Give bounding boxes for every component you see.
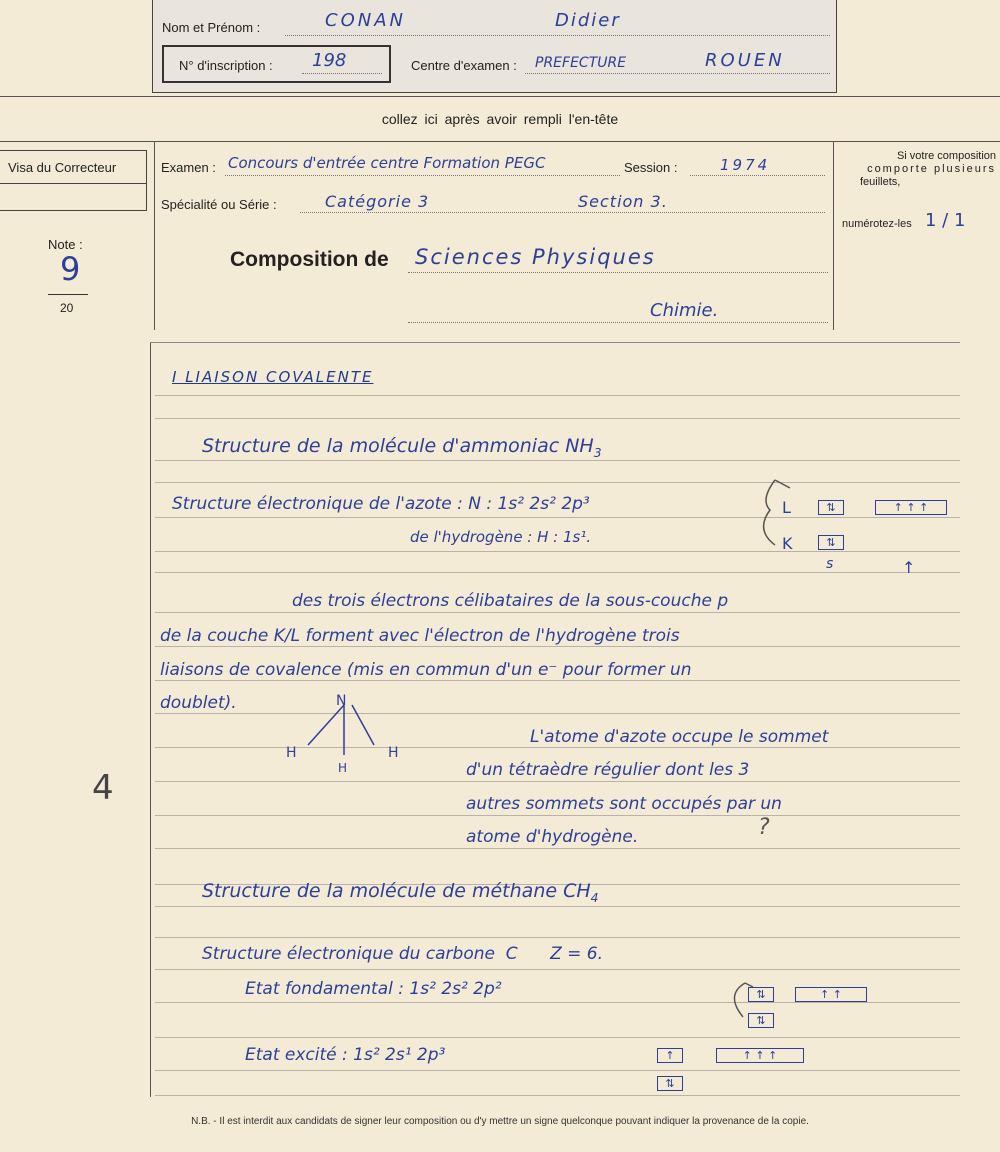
- examen-line: [225, 175, 620, 176]
- nom-value: CONAN: [325, 10, 406, 31]
- para1-line1: des trois électrons célibataires de la sous-couche p: [292, 591, 729, 611]
- ruled-line: [155, 612, 960, 613]
- composition-value-2: Chimie.: [650, 300, 719, 321]
- composition-value-1: Sciences Physiques: [415, 245, 656, 269]
- exam-left-border: [154, 141, 155, 330]
- specialite-line: [300, 212, 825, 213]
- struct-azote: Structure électronique de l'azote : N : 1s² 2s² 2p³: [172, 494, 590, 514]
- session-line: [690, 175, 825, 176]
- composition-line: [408, 272, 828, 273]
- molecule-H-right: H: [388, 745, 399, 761]
- visa-label: Visa du Correcteur: [8, 160, 117, 175]
- para1-line4: doublet).: [160, 693, 237, 713]
- molecule-H-left: H: [286, 745, 297, 761]
- shell-L-label: L: [782, 498, 791, 517]
- ruled-line: [155, 482, 960, 483]
- composition-line-2: [408, 322, 828, 323]
- section-value: Section 3.: [578, 192, 668, 211]
- nh3-heading: Structure de la molécule d'ammoniac $NH_3$: [202, 435, 602, 460]
- numerotez-value: 1 / 1: [925, 210, 966, 231]
- nom-line: [285, 35, 830, 36]
- side-note-line3: feuillets,: [860, 176, 901, 188]
- ruled-line: [155, 937, 960, 938]
- ruled-line: [155, 1037, 960, 1038]
- para1-line2: de la couche K/L forment avec l'électron de l'hydrogène trois: [160, 626, 680, 646]
- ruled-line: [155, 1002, 960, 1003]
- orbital-excite-2s: ↑: [657, 1048, 683, 1063]
- orbital-C-2p: ↑ ↑: [795, 987, 867, 1002]
- molecule-N: N: [336, 693, 347, 709]
- specialite-label: Spécialité ou Série :: [161, 197, 277, 212]
- orbital-excite-2p: ↑ ↑ ↑: [716, 1048, 804, 1063]
- margin-mark: 4: [92, 768, 114, 808]
- orbital-excite-1s: ⇅: [657, 1076, 683, 1091]
- side-note-line1: Si votre composition: [896, 150, 996, 162]
- ruled-line: [155, 1070, 960, 1071]
- composition-top-line: [150, 342, 960, 343]
- ruled-line: [155, 848, 960, 849]
- note-value: 9: [60, 250, 81, 288]
- session-value: 1974: [720, 156, 771, 174]
- ruled-line: [155, 1095, 960, 1096]
- shell-K-label: K: [782, 534, 793, 553]
- etat-fondamental: Etat fondamental : 1s² 2s² 2p²: [245, 979, 502, 999]
- para2-line4: atome d'hydrogène.: [466, 827, 639, 847]
- exam-right-border: [833, 141, 834, 330]
- orbital-C-2s: ⇅: [748, 987, 774, 1002]
- side-note-line2: comporte plusieurs: [867, 163, 996, 175]
- ruled-line: [155, 815, 960, 816]
- composition-margin-line: [150, 342, 151, 1097]
- orbital-arrow-mark: ↑: [902, 558, 916, 577]
- note-label: Note :: [48, 237, 83, 252]
- top-rule: [0, 96, 1000, 97]
- para2-line2: d'un tétraèdre régulier dont les 3: [466, 760, 750, 780]
- centre-value-1: PREFECTURE: [535, 55, 627, 71]
- ruled-line: [155, 680, 960, 681]
- prenom-value: Didier: [555, 10, 621, 31]
- note-total: 20: [60, 301, 74, 315]
- ruled-line: [155, 713, 960, 714]
- molecule-H-bottom: H: [338, 761, 348, 775]
- question-mark: ?: [758, 815, 770, 840]
- examen-value: Concours d'entrée centre Formation PEGC: [228, 154, 546, 172]
- ruled-line: [155, 395, 960, 396]
- ruled-line: [155, 906, 960, 907]
- orbital-s-mark: s: [826, 556, 834, 572]
- para2-line1: L'atome d'azote occupe le sommet: [530, 727, 829, 747]
- visa-space: [0, 184, 147, 211]
- footer-note: N.B. - Il est interdit aux candidats de signer leur composition ou d'y mettre un signe quelconque pouvant indiquer la provenance de la copie.: [191, 1116, 809, 1127]
- inscription-line: [302, 73, 382, 74]
- ch4-heading: Structure de la molécule de méthane $CH_4$: [202, 880, 599, 905]
- struct-hydrogene: de l'hydrogène : H : 1s¹.: [410, 528, 592, 546]
- session-label: Session :: [624, 160, 678, 175]
- orbital-L-2p: ↑ ↑ ↑: [875, 500, 947, 515]
- orbital-L-2s: ⇅: [818, 500, 844, 515]
- section-title: I LIAISON COVALENTE: [172, 368, 374, 386]
- paste-instruction: collez ici après avoir rempli l'en-tête: [381, 111, 619, 127]
- centre-label: Centre d'examen :: [411, 58, 517, 73]
- ruled-line: [155, 781, 960, 782]
- para1-line3: liaisons de covalence (mis en commun d'un e⁻ pour former un: [160, 660, 692, 680]
- ruled-line: [155, 460, 960, 461]
- nom-label: Nom et Prénom :: [162, 20, 261, 35]
- etat-excite: Etat excité : 1s² 2s¹ 2p³: [245, 1045, 446, 1065]
- ruled-line: [155, 517, 960, 518]
- composition-label: Composition de: [230, 248, 389, 271]
- categorie-value: Catégorie 3: [325, 192, 430, 211]
- ruled-line: [155, 646, 960, 647]
- nh3-structure-drawing: [290, 695, 380, 775]
- mid-rule: [0, 141, 1000, 142]
- centre-line: [525, 73, 830, 74]
- inscription-label: N° d'inscription :: [179, 58, 273, 73]
- ruled-line: [155, 551, 960, 552]
- orbital-C-1s: ⇅: [748, 1013, 774, 1028]
- orbital-K-1s: ⇅: [818, 535, 844, 550]
- carbone-structure: Structure électronique du carbone C Z = 6.: [202, 944, 603, 964]
- inscription-value: 198: [312, 50, 347, 71]
- ruled-line: [155, 572, 960, 573]
- numerotez-label: numérotez-les: [842, 218, 912, 230]
- ruled-line: [155, 418, 960, 419]
- bracket-drawing: [745, 470, 805, 560]
- centre-value-2: ROUEN: [705, 50, 785, 71]
- side-note: [836, 150, 996, 189]
- ruled-line: [155, 747, 960, 748]
- examen-label: Examen :: [161, 160, 216, 175]
- para2-line3: autres sommets sont occupés par un: [466, 794, 782, 814]
- ruled-line: [155, 969, 960, 970]
- note-fraction-bar: [48, 294, 88, 295]
